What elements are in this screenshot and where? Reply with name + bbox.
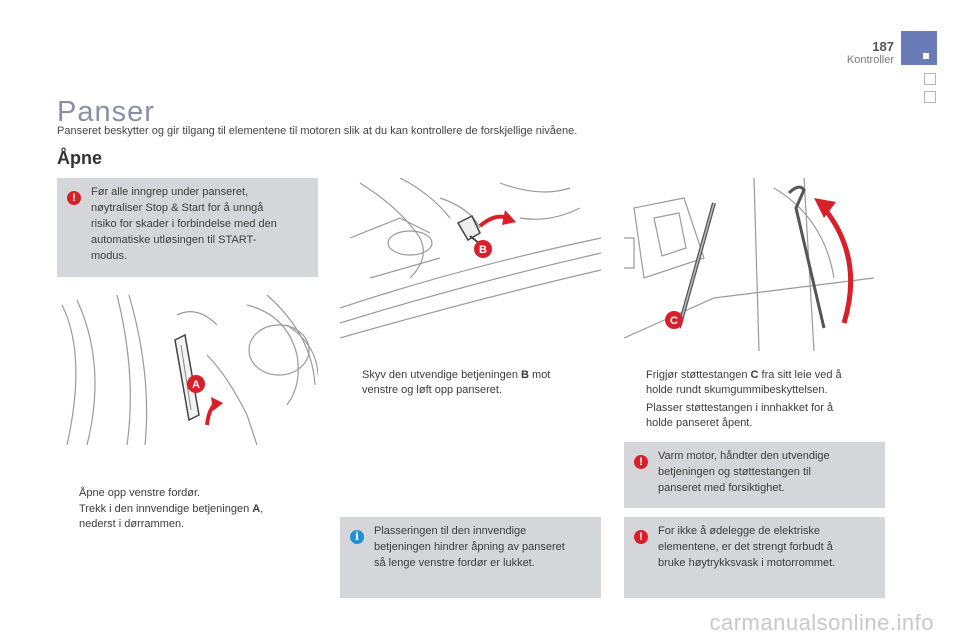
note-line: betjeningen hindrer åpning av panseret bbox=[374, 541, 565, 553]
info-icon: i bbox=[350, 530, 364, 544]
exclamation-icon: ! bbox=[634, 455, 648, 469]
note-line: betjeningen og støttestangen til bbox=[658, 466, 811, 478]
step-text: fra sitt leie ved å bbox=[758, 369, 842, 381]
note-line: nøytraliser Stop & Start for å unngå bbox=[91, 202, 264, 214]
warning-note-stop-start bbox=[57, 178, 318, 277]
step-text: mot bbox=[528, 369, 551, 381]
callout-a-label: A bbox=[192, 379, 200, 391]
exclamation-icon: ! bbox=[634, 530, 648, 544]
step-text: Plasser støttestangen i innhakket for å bbox=[646, 402, 834, 414]
control-letter: C bbox=[750, 369, 759, 381]
callout-c-label: C bbox=[670, 315, 678, 327]
callout-b-label: B bbox=[479, 244, 487, 256]
step-place-support-rod bbox=[624, 401, 884, 431]
note-line: Plasseringen til den innvendige bbox=[374, 525, 527, 537]
note-line: risiko for skader i forbindelse med den bbox=[91, 218, 277, 230]
control-letter: B bbox=[521, 369, 529, 381]
note-line: automatiske utløsingen til START- bbox=[91, 234, 257, 246]
chapter-tab[interactable] bbox=[901, 31, 937, 65]
note-line: bruke høytrykksvask i motorrommet. bbox=[658, 557, 836, 569]
illustration-exterior-release bbox=[340, 178, 601, 351]
note-line: så lenge venstre fordør er lukket. bbox=[374, 557, 535, 569]
chapter-tab-empty[interactable] bbox=[924, 91, 936, 103]
step-text: venstre og løft opp panseret. bbox=[362, 384, 503, 396]
page-number: 187 bbox=[872, 39, 894, 54]
chapter-tab-empty[interactable] bbox=[924, 73, 936, 85]
note-line: panseret med forsiktighet. bbox=[658, 482, 785, 494]
note-line: For ikke å ødelegge de elektriske bbox=[658, 525, 821, 537]
note-line: elementene, er det strengt forbudt å bbox=[658, 541, 833, 553]
step-pull-release bbox=[57, 502, 318, 532]
warning-note-pressure-washer bbox=[624, 517, 885, 598]
note-line: Varm motor, håndter den utvendige bbox=[658, 450, 830, 462]
section-heading: Åpne bbox=[57, 148, 102, 168]
step-text: Frigjør støttestangen bbox=[646, 369, 751, 381]
warning-note-hot-engine bbox=[624, 442, 885, 508]
section-name: Kontroller bbox=[846, 54, 894, 66]
step-release-support-rod bbox=[624, 368, 884, 398]
note-line: Før alle inngrep under panseret, bbox=[91, 186, 249, 198]
step-text: Trekk i den innvendige betjeningen bbox=[79, 503, 253, 515]
tab-marker-icon bbox=[923, 53, 929, 59]
step-push-exterior-release bbox=[340, 368, 601, 398]
page-subtitle: Panseret beskytter og gir tilgang til elementene til motoren slik at du kan kontrollere de forskjellige nivåene. bbox=[57, 125, 578, 137]
step-text: Skyv den utvendige betjeningen bbox=[362, 369, 522, 381]
step-text: holde rundt skumgummibeskyttelsen. bbox=[646, 384, 828, 396]
watermark: carmanualsonline.info bbox=[709, 610, 934, 635]
page-title: Panser bbox=[57, 96, 155, 128]
exclamation-icon: ! bbox=[67, 191, 81, 205]
step-open-door bbox=[57, 486, 318, 501]
step-text: Åpne opp venstre fordør. bbox=[79, 487, 201, 499]
step-text: nederst i dørrammen. bbox=[79, 518, 185, 530]
control-letter: A bbox=[252, 503, 261, 515]
step-text: holde panseret åpent. bbox=[646, 417, 753, 429]
note-line: modus. bbox=[91, 250, 128, 262]
illustration-support-rod bbox=[624, 178, 874, 351]
info-note-door-lock bbox=[340, 517, 601, 598]
illustration-door-release bbox=[57, 295, 318, 445]
step-text: , bbox=[260, 503, 264, 515]
